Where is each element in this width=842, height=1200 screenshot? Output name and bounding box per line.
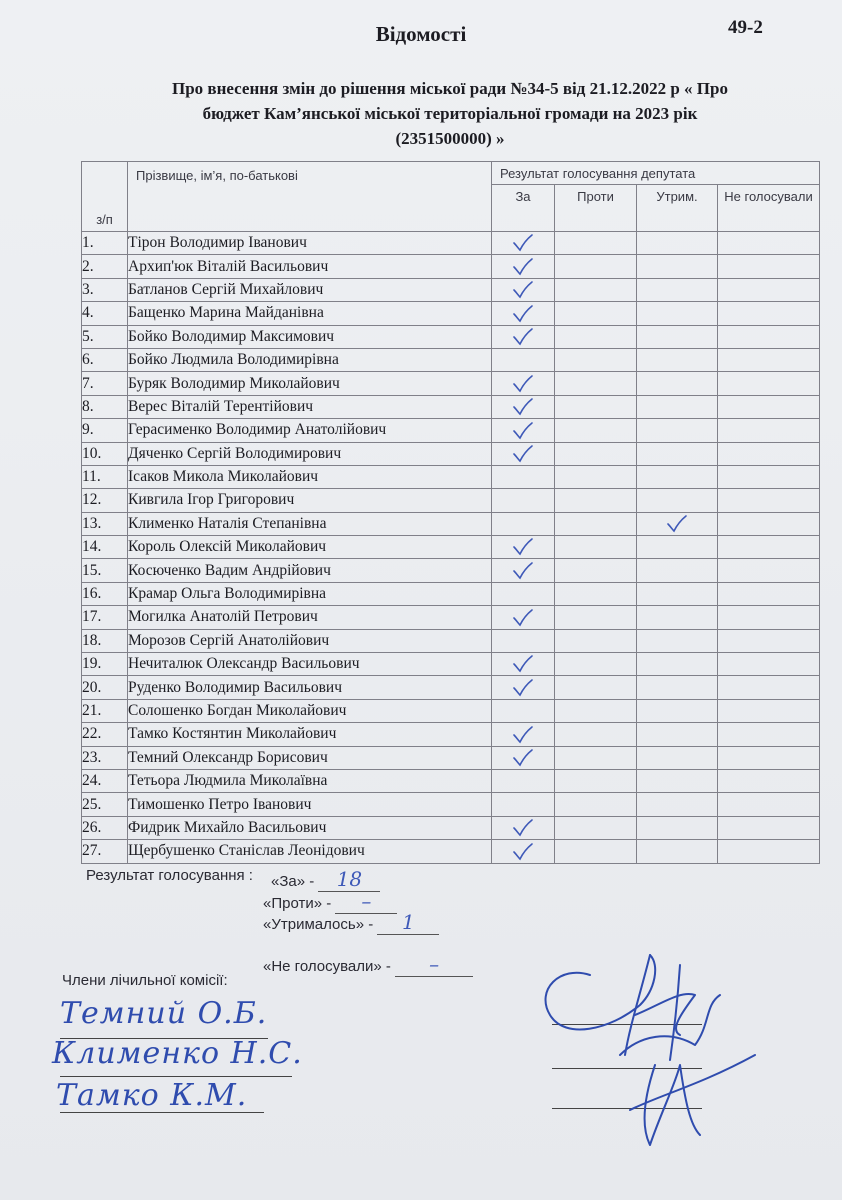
table-row — [82, 489, 820, 512]
checkmark-icon — [512, 258, 534, 276]
vote-cell-proty — [555, 723, 637, 746]
header-name: Прізвище, ім’я, по-батькові — [128, 162, 492, 232]
table-row — [82, 840, 820, 863]
vote-cell-za — [492, 582, 555, 605]
header-for: За — [492, 185, 555, 232]
vote-cell-proty — [555, 606, 637, 629]
vote-cell-za — [492, 419, 555, 442]
checkmark-icon — [512, 819, 534, 837]
deputy-name: Тамко Костянтин Миколайович — [128, 723, 492, 746]
vote-cell-proty — [555, 325, 637, 348]
voting-table — [81, 161, 820, 864]
table-row — [82, 769, 820, 792]
vote-cell-za — [492, 793, 555, 816]
vote-cell-ne — [718, 372, 820, 395]
vote-cell-utrym — [637, 840, 718, 863]
vote-cell-utrym — [637, 325, 718, 348]
vote-cell-utrym — [637, 372, 718, 395]
result-not-voted — [263, 952, 473, 977]
table-row — [82, 372, 820, 395]
vote-cell-utrym — [637, 465, 718, 488]
vote-cell-za — [492, 255, 555, 278]
table-row — [82, 559, 820, 582]
table-row — [82, 746, 820, 769]
vote-cell-proty — [555, 395, 637, 418]
checkmark-icon — [512, 398, 534, 416]
vote-cell-ne — [718, 816, 820, 839]
document-subtitle — [110, 76, 790, 151]
header-against: Проти — [555, 185, 637, 232]
vote-cell-za — [492, 348, 555, 371]
row-number: 14. — [82, 536, 128, 559]
signature-line — [60, 1076, 292, 1077]
vote-cell-ne — [718, 769, 820, 792]
deputy-name: Кивгила Ігор Григорович — [128, 489, 492, 512]
deputy-name: Верес Віталій Терентійович — [128, 395, 492, 418]
commission-label: Члени лічильної комісії: — [62, 972, 228, 989]
vote-cell-utrym — [637, 255, 718, 278]
checkmark-icon — [512, 609, 534, 627]
deputy-name: Герасименко Володимир Анатолійович — [128, 419, 492, 442]
table-row — [82, 723, 820, 746]
vote-cell-ne — [718, 793, 820, 816]
vote-cell-proty — [555, 348, 637, 371]
checkmark-icon — [512, 305, 534, 323]
vote-cell-proty — [555, 676, 637, 699]
header-not-voted: Не голосували — [718, 185, 820, 232]
vote-cell-proty — [555, 302, 637, 325]
deputy-name: Косюченко Вадим Андрійович — [128, 559, 492, 582]
row-number: 3. — [82, 278, 128, 301]
table-row — [82, 419, 820, 442]
vote-cell-za — [492, 723, 555, 746]
vote-cell-ne — [718, 536, 820, 559]
vote-cell-utrym — [637, 395, 718, 418]
deputy-name: Могилка Анатолій Петрович — [128, 606, 492, 629]
deputy-name: Щербушенко Станіслав Леонідович — [128, 840, 492, 863]
table-row — [82, 255, 820, 278]
vote-cell-za — [492, 559, 555, 582]
row-number: 7. — [82, 372, 128, 395]
signature-line — [60, 1112, 264, 1113]
vote-cell-utrym — [637, 536, 718, 559]
vote-cell-ne — [718, 442, 820, 465]
deputy-name: Батланов Сергій Михайлович — [128, 278, 492, 301]
vote-cell-za — [492, 232, 555, 255]
table-row — [82, 395, 820, 418]
deputy-name: Бойко Людмила Володимирівна — [128, 348, 492, 371]
deputy-name: Дяченко Сергій Володимирович — [128, 442, 492, 465]
row-number: 2. — [82, 255, 128, 278]
deputy-name: Ісаков Микола Миколайович — [128, 465, 492, 488]
table-row — [82, 793, 820, 816]
vote-cell-utrym — [637, 489, 718, 512]
subtitle-line: (2351500000) » — [395, 129, 505, 148]
vote-cell-ne — [718, 512, 820, 535]
row-number: 15. — [82, 559, 128, 582]
vote-cell-proty — [555, 653, 637, 676]
vote-cell-ne — [718, 395, 820, 418]
deputy-name: Солошенко Богдан Миколайович — [128, 699, 492, 722]
vote-cell-za — [492, 653, 555, 676]
table-row — [82, 629, 820, 652]
vote-cell-utrym — [637, 746, 718, 769]
result-abstain-label: «Утрималось» - — [263, 916, 374, 933]
checkmark-icon — [512, 375, 534, 393]
vote-cell-proty — [555, 372, 637, 395]
vote-cell-utrym — [637, 653, 718, 676]
result-against-label: «Проти» - — [263, 895, 332, 912]
checkmark-icon — [512, 281, 534, 299]
signature-stroke — [546, 955, 656, 1029]
vote-cell-proty — [555, 255, 637, 278]
commission-member-signature: Тамко К.М. — [56, 1078, 248, 1113]
deputy-name: Морозов Сергій Анатолійович — [128, 629, 492, 652]
vote-cell-za — [492, 278, 555, 301]
vote-cell-za — [492, 302, 555, 325]
row-number: 9. — [82, 419, 128, 442]
vote-cell-ne — [718, 255, 820, 278]
vote-cell-utrym — [637, 232, 718, 255]
vote-cell-ne — [718, 465, 820, 488]
row-number: 20. — [82, 676, 128, 699]
checkmark-icon — [512, 538, 534, 556]
vote-cell-za — [492, 629, 555, 652]
vote-cell-utrym — [637, 793, 718, 816]
result-for-label: «За» - — [271, 873, 315, 890]
vote-cell-proty — [555, 559, 637, 582]
row-number: 23. — [82, 746, 128, 769]
vote-cell-utrym — [637, 348, 718, 371]
document-title: Відомості — [375, 22, 467, 46]
table-row — [82, 512, 820, 535]
vote-cell-za — [492, 699, 555, 722]
header-result: Результат голосування депутата — [492, 162, 820, 185]
vote-cell-za — [492, 325, 555, 348]
vote-cell-utrym — [637, 629, 718, 652]
vote-cell-utrym — [637, 723, 718, 746]
vote-cell-proty — [555, 465, 637, 488]
results-label: Результат голосування : — [86, 867, 253, 884]
table-row — [82, 232, 820, 255]
vote-cell-proty — [555, 489, 637, 512]
subtitle-line: Про внесення змін до рішення міської ради №34-5 від 21.12.2022 р « Про — [171, 79, 728, 98]
signature-stroke — [670, 965, 680, 1060]
vote-cell-utrym — [637, 606, 718, 629]
vote-cell-ne — [718, 278, 820, 301]
vote-cell-za — [492, 442, 555, 465]
subtitle-line: бюджет Кам’янської міської територіальної громади на 2023 рік — [202, 104, 698, 123]
vote-cell-ne — [718, 232, 820, 255]
vote-cell-proty — [555, 442, 637, 465]
deputy-name: Бащенко Марина Майданівна — [128, 302, 492, 325]
deputy-name: Клименко Наталія Степанівна — [128, 512, 492, 535]
vote-cell-za — [492, 372, 555, 395]
row-number: 17. — [82, 606, 128, 629]
vote-cell-proty — [555, 629, 637, 652]
vote-cell-za — [492, 536, 555, 559]
row-number: 10. — [82, 442, 128, 465]
row-number: 1. — [82, 232, 128, 255]
vote-cell-ne — [718, 746, 820, 769]
vote-cell-utrym — [637, 582, 718, 605]
vote-cell-ne — [718, 325, 820, 348]
table-row — [82, 606, 820, 629]
vote-cell-za — [492, 489, 555, 512]
vote-cell-za — [492, 840, 555, 863]
vote-cell-ne — [718, 419, 820, 442]
row-number: 25. — [82, 793, 128, 816]
row-number: 16. — [82, 582, 128, 605]
checkmark-icon — [512, 655, 534, 673]
table-row — [82, 699, 820, 722]
deputy-name: Руденко Володимир Васильович — [128, 676, 492, 699]
vote-cell-ne — [718, 348, 820, 371]
vote-cell-proty — [555, 769, 637, 792]
row-number: 26. — [82, 816, 128, 839]
checkmark-icon — [512, 422, 534, 440]
commission-member-signature: Клименко Н.С. — [52, 1036, 303, 1071]
vote-cell-ne — [718, 582, 820, 605]
vote-cell-proty — [555, 699, 637, 722]
vote-cell-proty — [555, 582, 637, 605]
table-row — [82, 325, 820, 348]
checkmark-icon — [512, 445, 534, 463]
checkmark-icon — [512, 726, 534, 744]
checkmark-icon — [512, 679, 534, 697]
vote-cell-utrym — [637, 769, 718, 792]
table-row — [82, 442, 820, 465]
row-number: 22. — [82, 723, 128, 746]
vote-cell-proty — [555, 512, 637, 535]
voting-table-body — [82, 232, 820, 864]
vote-cell-ne — [718, 676, 820, 699]
deputy-name: Архип'юк Віталій Васильович — [128, 255, 492, 278]
vote-cell-za — [492, 395, 555, 418]
row-number: 8. — [82, 395, 128, 418]
signature-stroke — [630, 1055, 755, 1110]
checkmark-icon — [666, 515, 688, 533]
vote-cell-za — [492, 606, 555, 629]
row-number: 18. — [82, 629, 128, 652]
vote-cell-proty — [555, 793, 637, 816]
table-row — [82, 302, 820, 325]
checkmark-icon — [512, 843, 534, 861]
row-number: 21. — [82, 699, 128, 722]
signature-stroke — [645, 1065, 700, 1145]
table-row — [82, 816, 820, 839]
table-row — [82, 536, 820, 559]
vote-cell-za — [492, 746, 555, 769]
table-row — [82, 348, 820, 371]
vote-cell-ne — [718, 723, 820, 746]
table-row — [82, 653, 820, 676]
vote-cell-za — [492, 512, 555, 535]
vote-cell-utrym — [637, 699, 718, 722]
vote-cell-ne — [718, 840, 820, 863]
vote-cell-proty — [555, 536, 637, 559]
vote-cell-utrym — [637, 512, 718, 535]
vote-cell-za — [492, 769, 555, 792]
commission-member-signature: Темний О.Б. — [60, 996, 268, 1031]
row-number: 24. — [82, 769, 128, 792]
vote-cell-proty — [555, 278, 637, 301]
result-not-voted-label: «Не голосували» - — [263, 958, 391, 975]
checkmark-icon — [512, 328, 534, 346]
document-number: 49-2 — [728, 17, 763, 38]
result-for-value: 18 — [318, 867, 380, 892]
vote-cell-ne — [718, 653, 820, 676]
vote-cell-utrym — [637, 302, 718, 325]
result-not-voted-value: – — [395, 952, 473, 977]
checkmark-icon — [512, 562, 534, 580]
result-abstain — [263, 910, 439, 935]
vote-cell-ne — [718, 606, 820, 629]
vote-cell-utrym — [637, 559, 718, 582]
deputy-name: Буряк Володимир Миколайович — [128, 372, 492, 395]
vote-cell-proty — [555, 746, 637, 769]
vote-cell-utrym — [637, 676, 718, 699]
result-abstain-value: 1 — [377, 910, 439, 935]
deputy-name: Король Олексій Миколайович — [128, 536, 492, 559]
deputy-name: Тірон Володимир Іванович — [128, 232, 492, 255]
vote-cell-proty — [555, 816, 637, 839]
table-row — [82, 676, 820, 699]
deputy-name: Фидрик Михайло Васильович — [128, 816, 492, 839]
vote-cell-ne — [718, 629, 820, 652]
row-number: 4. — [82, 302, 128, 325]
vote-cell-za — [492, 465, 555, 488]
row-number: 6. — [82, 348, 128, 371]
deputy-name: Темний Олександр Борисович — [128, 746, 492, 769]
row-number: 19. — [82, 653, 128, 676]
vote-cell-ne — [718, 302, 820, 325]
checkmark-icon — [512, 234, 534, 252]
header-number: з/п — [82, 162, 128, 232]
row-number: 12. — [82, 489, 128, 512]
checkmark-icon — [512, 749, 534, 767]
vote-cell-utrym — [637, 419, 718, 442]
deputy-name: Нечиталюк Олександр Васильович — [128, 653, 492, 676]
signature-stroke — [620, 995, 720, 1055]
row-number: 5. — [82, 325, 128, 348]
deputy-name: Крамар Ольга Володимирівна — [128, 582, 492, 605]
vote-cell-za — [492, 676, 555, 699]
vote-cell-za — [492, 816, 555, 839]
deputy-name: Бойко Володимир Максимович — [128, 325, 492, 348]
signature-stroke — [625, 955, 650, 1055]
vote-cell-utrym — [637, 442, 718, 465]
row-number: 27. — [82, 840, 128, 863]
vote-cell-proty — [555, 232, 637, 255]
vote-cell-ne — [718, 559, 820, 582]
deputy-name: Тимошенко Петро Іванович — [128, 793, 492, 816]
vote-cell-utrym — [637, 278, 718, 301]
result-against-value: – — [335, 889, 397, 914]
table-row — [82, 582, 820, 605]
vote-cell-proty — [555, 419, 637, 442]
table-row — [82, 278, 820, 301]
vote-cell-utrym — [637, 816, 718, 839]
handwritten-signature-graphic — [530, 935, 770, 1155]
table-row — [82, 465, 820, 488]
vote-cell-proty — [555, 840, 637, 863]
header-abstain: Утрим. — [637, 185, 718, 232]
deputy-name: Тетьора Людмила Миколаївна — [128, 769, 492, 792]
row-number: 11. — [82, 465, 128, 488]
vote-cell-ne — [718, 699, 820, 722]
row-number: 13. — [82, 512, 128, 535]
vote-cell-ne — [718, 489, 820, 512]
